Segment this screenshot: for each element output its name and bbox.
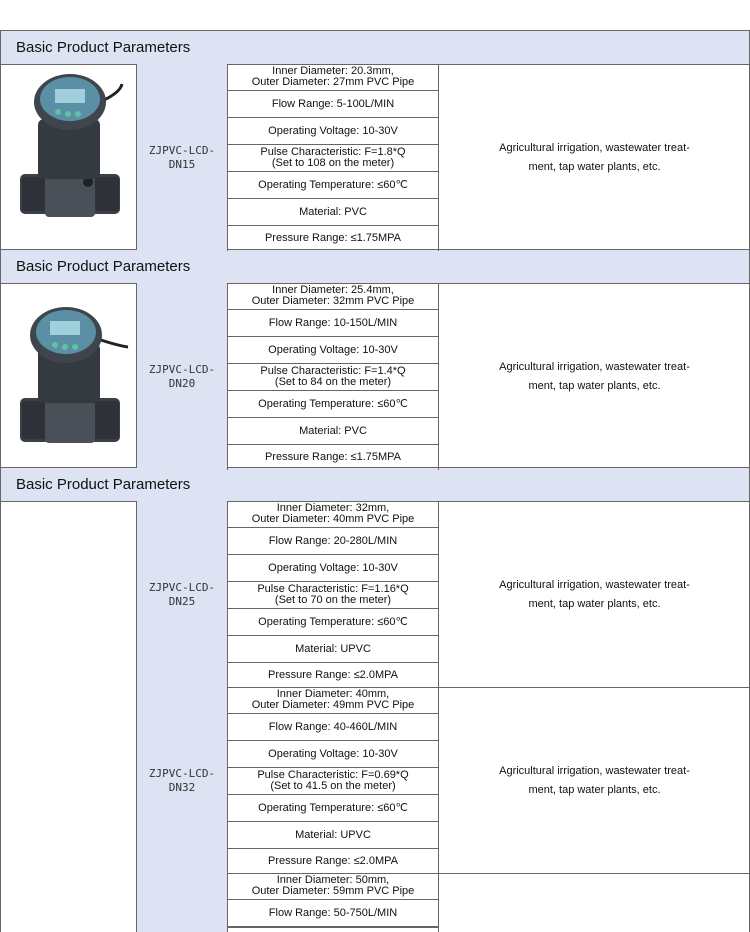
model-cell — [137, 501, 228, 688]
parameter-text: Inner Diameter: 50mm, — [276, 874, 390, 886]
parameter-row — [228, 609, 438, 636]
parameter-text: Operating Voltage: 10-30V — [268, 747, 398, 760]
parameter-text: (Set to 70 on the meter) — [274, 594, 392, 606]
parameter-text: (Set to 108 on the meter) — [271, 157, 395, 169]
parameter-text: Pressure Range: ≤2.0MPA — [268, 669, 398, 681]
parameter-row — [228, 663, 438, 688]
parameter-row — [228, 501, 438, 528]
application-text: Agricultural irrigation, wastewater treat- — [499, 764, 690, 777]
application-cell — [439, 501, 750, 688]
parameters-cell — [228, 283, 439, 470]
parameter-text: Outer Diameter: 59mm PVC Pipe — [251, 885, 415, 897]
application-text: Agricultural irrigation, wastewater treat- — [499, 360, 690, 373]
parameter-row — [228, 226, 438, 251]
parameter-text: Flow Range: 50-750L/MIN — [268, 906, 398, 919]
parameter-text: Material: UPVC — [295, 828, 371, 841]
parameter-text: Outer Diameter: 27mm PVC Pipe — [251, 76, 415, 88]
parameter-text: Operating Voltage: 10-30V — [268, 343, 398, 356]
parameter-row — [228, 91, 438, 118]
flow-meter-image — [0, 283, 136, 467]
parameter-row — [228, 582, 438, 609]
model-cell — [137, 687, 228, 874]
model-cell — [137, 283, 228, 470]
parameter-row — [228, 337, 438, 364]
parameter-row — [228, 849, 438, 874]
parameter-row — [228, 283, 438, 310]
parameters-cell — [228, 873, 439, 932]
model-cell — [137, 64, 228, 251]
model-name: DN25 — [168, 594, 196, 608]
parameter-text: Outer Diameter: 49mm PVC Pipe — [251, 699, 415, 711]
parameter-row — [228, 822, 438, 849]
parameter-text: Pulse Characteristic: F=1.8*Q — [260, 146, 406, 158]
application-cell — [439, 873, 750, 932]
model-name: ZJPVC-LCD- — [148, 766, 216, 780]
parameter-text: Inner Diameter: 25.4mm, — [272, 284, 394, 296]
parameter-row — [228, 768, 438, 795]
parameter-row — [228, 145, 438, 172]
parameter-row — [228, 118, 438, 145]
parameter-row — [228, 310, 438, 337]
parameter-text: Flow Range: 5-100L/MIN — [271, 97, 395, 110]
parameter-text: Inner Diameter: 20.3mm, — [272, 65, 394, 77]
parameter-text: Material: UPVC — [295, 642, 371, 655]
parameter-text: Pulse Characteristic: F=1.4*Q — [260, 365, 406, 377]
application-text: Agricultural irrigation, wastewater treat- — [499, 141, 690, 154]
parameter-text: Operating Temperature: ≤60℃ — [258, 801, 408, 814]
model-name: DN15 — [168, 157, 196, 171]
parameter-row — [228, 64, 438, 91]
parameter-text: Material: PVC — [299, 205, 367, 218]
model-name: ZJPVC-LCD- — [148, 580, 216, 594]
product-image-cell — [0, 283, 137, 467]
parameter-text: Pulse Characteristic: F=0.69*Q — [257, 769, 409, 781]
product-image-cell — [0, 64, 137, 249]
parameter-text: Operating Voltage: 10-30V — [268, 124, 398, 137]
model-cell — [137, 873, 228, 932]
parameter-text: Operating Temperature: ≤60℃ — [258, 178, 408, 191]
parameter-row — [228, 714, 438, 741]
parameter-row — [228, 445, 438, 470]
parameter-text: Inner Diameter: 32mm, — [276, 502, 390, 514]
parameter-text: Pressure Range: ≤1.75MPA — [264, 232, 402, 244]
application-text: ment, tap water plants, etc. — [528, 379, 661, 392]
application-cell — [439, 687, 750, 874]
model-name: ZJPVC-LCD- — [148, 362, 216, 376]
parameter-row — [228, 687, 438, 714]
parameters-cell — [228, 501, 439, 688]
application-text: Agricultural irrigation, wastewater treat- — [499, 578, 690, 591]
parameter-row — [228, 172, 438, 199]
parameters-cell — [228, 687, 439, 874]
parameter-text: Outer Diameter: 32mm PVC Pipe — [251, 295, 415, 307]
parameter-text: Inner Diameter: 40mm, — [276, 688, 390, 700]
section-header: Basic Product Parameters — [0, 249, 750, 284]
parameter-row — [228, 900, 438, 927]
application-text: ment, tap water plants, etc. — [528, 597, 661, 610]
parameter-row — [228, 555, 438, 582]
parameter-text: (Set to 41.5 on the meter) — [270, 780, 396, 792]
parameter-row — [228, 795, 438, 822]
parameter-row — [228, 636, 438, 663]
parameter-row — [228, 364, 438, 391]
section-header: Basic Product Parameters — [0, 30, 750, 65]
section-header: Basic Product Parameters — [0, 467, 750, 502]
model-name: ZJPVC-LCD- — [148, 143, 216, 157]
application-text: ment, tap water plants, etc. — [528, 783, 661, 796]
parameter-text: (Set to 84 on the meter) — [274, 376, 392, 388]
parameter-row — [228, 741, 438, 768]
parameter-text: Pressure Range: ≤1.75MPA — [264, 451, 402, 463]
model-name: DN20 — [168, 376, 196, 390]
parameter-text: Pulse Characteristic: F=1.16*Q — [257, 583, 409, 595]
parameter-row — [228, 391, 438, 418]
application-cell — [439, 283, 750, 470]
application-cell — [439, 64, 750, 251]
product-image-cell — [0, 501, 137, 932]
parameter-row — [228, 873, 438, 900]
parameter-row — [228, 199, 438, 226]
parameter-text: Flow Range: 10-150L/MIN — [268, 316, 398, 329]
parameter-row — [228, 528, 438, 555]
model-name: DN32 — [168, 780, 196, 794]
parameter-text: Pressure Range: ≤2.0MPA — [268, 855, 398, 867]
parameter-text: Material: PVC — [299, 424, 367, 437]
flow-meter-image — [0, 64, 136, 249]
parameter-text: Operating Temperature: ≤60℃ — [258, 615, 408, 628]
parameter-text: Operating Voltage: 10-30V — [268, 561, 398, 574]
application-text: ment, tap water plants, etc. — [528, 160, 661, 173]
parameter-text: Operating Temperature: ≤60℃ — [258, 397, 408, 410]
parameter-row — [228, 418, 438, 445]
parameters-cell — [228, 64, 439, 251]
parameter-text: Flow Range: 20-280L/MIN — [268, 534, 398, 547]
parameter-text: Flow Range: 40-460L/MIN — [268, 720, 398, 733]
parameter-text: Outer Diameter: 40mm PVC Pipe — [251, 513, 415, 525]
